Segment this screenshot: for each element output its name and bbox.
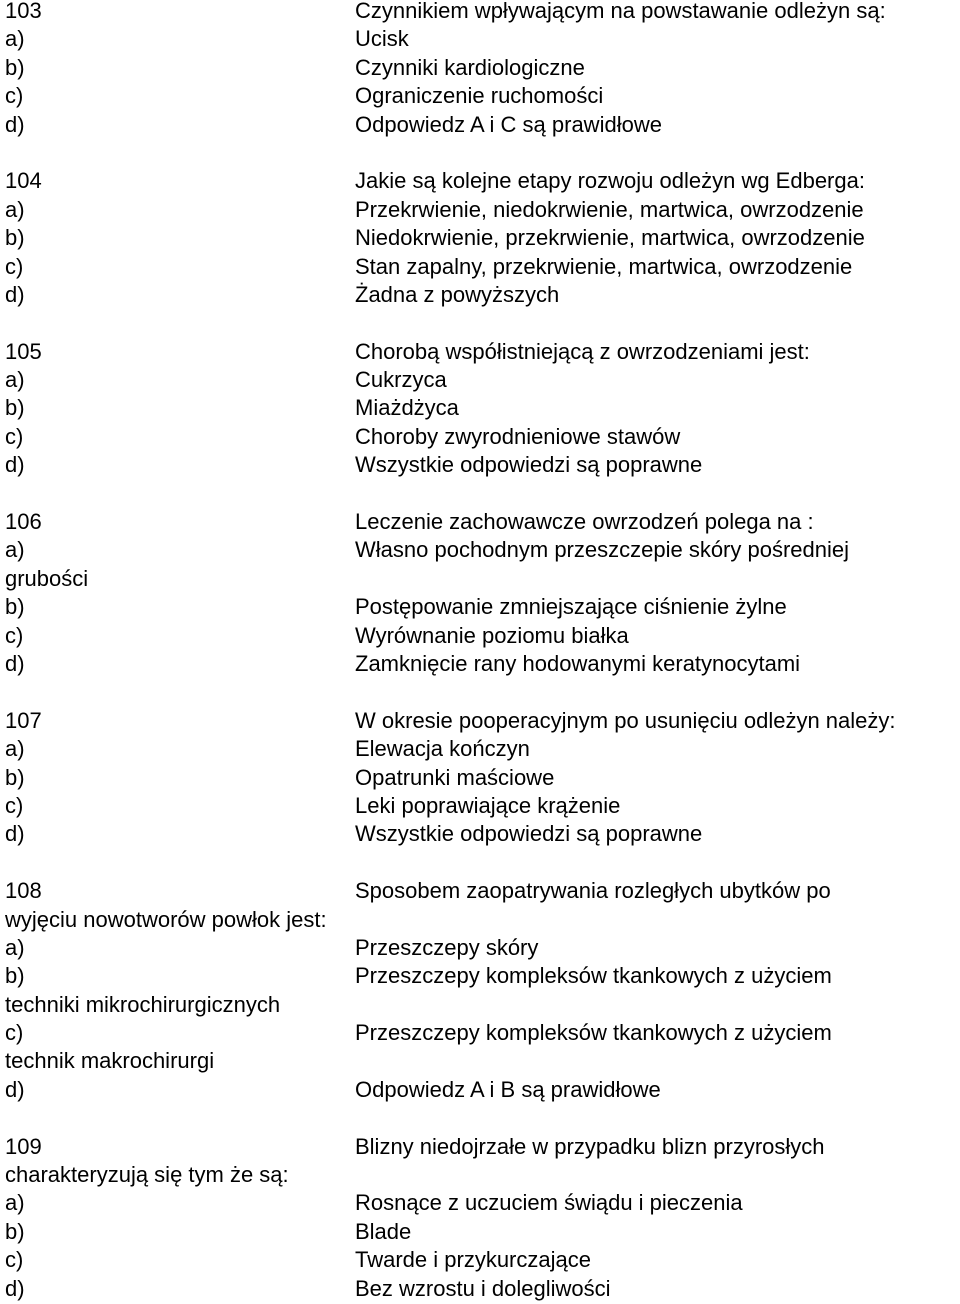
answer-option xyxy=(5,593,960,621)
option-letter: d) xyxy=(5,1275,25,1301)
option-text: Miażdżyca xyxy=(355,395,459,421)
option-text-continuation: technik makrochirurgi xyxy=(5,1048,215,1074)
option-letter: c) xyxy=(5,622,24,648)
option-letter: a) xyxy=(5,736,25,762)
option-text: Stan zapalny, przekrwienie, martwica, owrzodzenie xyxy=(355,253,853,279)
answer-option xyxy=(5,366,960,394)
question-text: Leczenie zachowawcze owrzodzeń polega na : xyxy=(355,509,814,535)
answer-option xyxy=(5,820,960,848)
option-letter: a) xyxy=(5,367,25,393)
option-text: Odpowiedz A i C są prawidłowe xyxy=(355,111,662,137)
option-letter: c) xyxy=(5,792,24,818)
question-text: W okresie pooperacyjnym po usunięciu odleżyn należy: xyxy=(355,707,896,733)
answer-option xyxy=(5,224,960,252)
answer-option xyxy=(5,82,960,110)
option-text: Przekrwienie, niedokrwienie, martwica, owrzodzenie xyxy=(355,196,864,222)
answer-option xyxy=(5,253,960,281)
option-text: Blade xyxy=(355,1218,412,1244)
answer-option xyxy=(5,25,960,53)
question-number: 106 xyxy=(5,509,42,535)
answer-option xyxy=(5,54,960,82)
answer-option xyxy=(5,1019,960,1047)
option-text: Rosnące z uczuciem świądu i pieczenia xyxy=(355,1190,743,1216)
option-text: Postępowanie zmniejszające ciśnienie żylne xyxy=(355,594,787,620)
question-text-continuation: wyjęciu nowotworów powłok jest: xyxy=(5,906,327,932)
option-text: Przeszczepy skóry xyxy=(355,934,539,960)
question-number: 104 xyxy=(5,168,42,194)
option-text: Twarde i przykurczające xyxy=(355,1247,591,1273)
question-line xyxy=(5,707,960,735)
answer-option xyxy=(5,196,960,224)
question-number: 103 xyxy=(5,0,42,23)
answer-option xyxy=(5,1275,960,1303)
answer-option xyxy=(5,735,960,763)
option-text: Odpowiedz A i B są prawidłowe xyxy=(355,1076,661,1102)
option-text: Bez wzrostu i dolegliwości xyxy=(355,1275,611,1301)
option-letter: c) xyxy=(5,423,24,449)
answer-option xyxy=(5,423,960,451)
option-letter: b) xyxy=(5,225,25,251)
question-text: Sposobem zaopatrywania rozległych ubytków po xyxy=(355,878,831,904)
option-letter: d) xyxy=(5,111,25,137)
option-letter: c) xyxy=(5,253,24,279)
question-number: 108 xyxy=(5,878,42,904)
option-text: Wszystkie odpowiedzi są poprawne xyxy=(355,452,703,478)
option-letter: d) xyxy=(5,821,25,847)
answer-option xyxy=(5,451,960,479)
option-text: Elewacja kończyn xyxy=(355,736,530,762)
answer-option xyxy=(5,111,960,139)
answer-option xyxy=(5,1218,960,1246)
option-text: Leki poprawiające krążenie xyxy=(355,792,621,818)
option-text: Opatrunki maściowe xyxy=(355,764,555,790)
document-body xyxy=(5,0,960,1303)
question-number: 107 xyxy=(5,707,42,733)
question-line xyxy=(5,338,960,366)
option-text: Wyrównanie poziomu białka xyxy=(355,622,629,648)
option-letter: d) xyxy=(5,650,25,676)
answer-option xyxy=(5,1189,960,1217)
answer-option xyxy=(5,962,960,990)
option-text: Choroby zwyrodnieniowe stawów xyxy=(355,423,681,449)
answer-option xyxy=(5,394,960,422)
option-letter: b) xyxy=(5,54,25,80)
question-block xyxy=(5,508,960,678)
option-letter: d) xyxy=(5,281,25,307)
answer-option xyxy=(5,650,960,678)
answer-option xyxy=(5,792,960,820)
answer-option xyxy=(5,1076,960,1104)
answer-option xyxy=(5,764,960,792)
option-text: Zamknięcie rany hodowanymi keratynocytami xyxy=(355,650,801,676)
question-block xyxy=(5,0,960,139)
option-letter: c) xyxy=(5,83,24,109)
option-letter: a) xyxy=(5,1190,25,1216)
option-text: Niedokrwienie, przekrwienie, martwica, owrzodzenie xyxy=(355,225,865,251)
question-block xyxy=(5,338,960,480)
option-letter: c) xyxy=(5,1020,24,1046)
answer-option xyxy=(5,934,960,962)
answer-option xyxy=(5,536,960,564)
question-line xyxy=(5,167,960,195)
question-number: 105 xyxy=(5,338,42,364)
option-text: Cukrzyca xyxy=(355,367,447,393)
option-letter: b) xyxy=(5,963,25,989)
option-letter: c) xyxy=(5,1247,24,1273)
option-letter: b) xyxy=(5,764,25,790)
option-letter: d) xyxy=(5,1076,25,1102)
question-text: Czynnikiem wpływającym na powstawanie odleżyn są: xyxy=(355,0,886,23)
option-text-continuation: grubości xyxy=(5,565,89,591)
question-number: 109 xyxy=(5,1133,42,1159)
option-letter: b) xyxy=(5,1218,25,1244)
option-letter: a) xyxy=(5,537,25,563)
option-letter: d) xyxy=(5,452,25,478)
option-text: Przeszczepy kompleksów tkankowych z użyciem xyxy=(355,1020,832,1046)
option-text: Przeszczepy kompleksów tkankowych z użyciem xyxy=(355,963,832,989)
option-letter: b) xyxy=(5,395,25,421)
option-letter: a) xyxy=(5,196,25,222)
option-text: Wszystkie odpowiedzi są poprawne xyxy=(355,821,703,847)
question-block xyxy=(5,707,960,849)
option-letter: b) xyxy=(5,594,25,620)
question-line xyxy=(5,0,960,25)
option-text: Ograniczenie ruchomości xyxy=(355,83,604,109)
option-letter: a) xyxy=(5,934,25,960)
option-text: Własno pochodnym przeszczepie skóry pośredniej xyxy=(355,537,850,563)
question-text: Jakie są kolejne etapy rozwoju odleżyn wg Edberga: xyxy=(355,168,865,194)
answer-option xyxy=(5,622,960,650)
option-text: Czynniki kardiologiczne xyxy=(355,54,585,80)
question-text-continuation: charakteryzują się tym że są: xyxy=(5,1162,289,1188)
option-text-continuation: techniki mikrochirurgicznych xyxy=(5,991,281,1017)
question-block xyxy=(5,877,960,1104)
question-line xyxy=(5,877,960,905)
question-block xyxy=(5,1133,960,1303)
option-text: Ucisk xyxy=(355,26,409,52)
question-line xyxy=(5,508,960,536)
question-line xyxy=(5,1133,960,1161)
answer-option xyxy=(5,281,960,309)
question-text: Blizny niedojrzałe w przypadku blizn przyrosłych xyxy=(355,1133,825,1159)
option-text: Żadna z powyższych xyxy=(355,281,560,307)
option-letter: a) xyxy=(5,26,25,52)
question-text: Chorobą współistniejącą z owrzodzeniami jest: xyxy=(355,338,810,364)
answer-option xyxy=(5,1246,960,1274)
question-block xyxy=(5,167,960,309)
